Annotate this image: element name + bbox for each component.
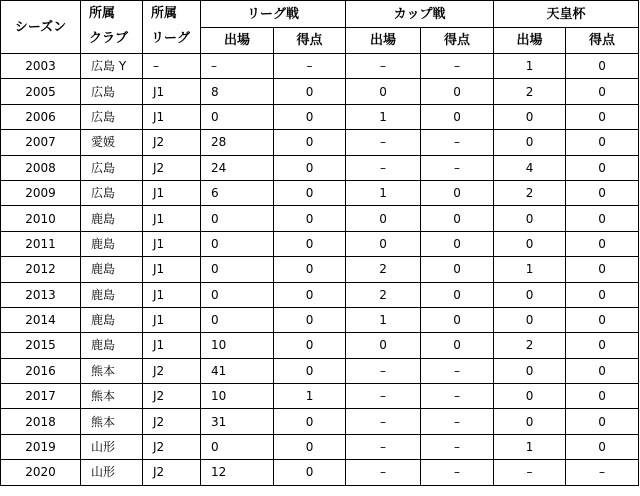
season-cell: 2011: [1, 231, 81, 256]
cup-apps-cell: 0: [346, 206, 421, 231]
table-row: [1, 231, 639, 256]
emperor-apps-cell: 1: [494, 54, 566, 79]
league-apps-header: 出場: [201, 28, 274, 54]
league-cell: J2: [143, 130, 201, 155]
league-goals-cell: 0: [274, 460, 346, 485]
emperor-goals-cell: 0: [566, 130, 639, 155]
table-row: [1, 54, 639, 79]
league-goals-header: 得点: [274, 28, 346, 54]
league-apps-cell: 0: [201, 307, 274, 332]
season-cell: 2013: [1, 282, 81, 307]
emperor-apps-cell: 1: [494, 434, 566, 459]
league-header: [143, 1, 201, 54]
league-apps-cell: 12: [201, 460, 274, 485]
cup-apps-cell: 0: [346, 333, 421, 358]
league-cell: J1: [143, 333, 201, 358]
league-match-header: リーグ戦: [201, 1, 346, 28]
league-goals-cell: 0: [274, 180, 346, 205]
season-header: シーズン: [1, 1, 81, 54]
season-cell: 2006: [1, 104, 81, 129]
season-cell: 2010: [1, 206, 81, 231]
table-header: [1, 1, 639, 54]
cup-apps-cell: –: [346, 358, 421, 383]
emperor-goals-cell: 0: [566, 257, 639, 282]
league-apps-cell: 41: [201, 358, 274, 383]
league-goals-cell: 0: [274, 79, 346, 104]
emperor-goals-cell: 0: [566, 409, 639, 434]
league-goals-cell: 0: [274, 257, 346, 282]
cup-goals-cell: –: [421, 434, 494, 459]
league-cell: J1: [143, 307, 201, 332]
league-goals-cell: 0: [274, 358, 346, 383]
emperor-apps-cell: 0: [494, 358, 566, 383]
table-row: [1, 104, 639, 129]
emperor-goals-cell: 0: [566, 333, 639, 358]
club-cell: 鹿島: [81, 257, 143, 282]
club-header-top: 所属: [89, 6, 116, 22]
league-cell: –: [143, 54, 201, 79]
emperor-apps-cell: 4: [494, 155, 566, 180]
club-cell: 鹿島: [81, 307, 143, 332]
table-row: [1, 206, 639, 231]
season-cell: 2019: [1, 434, 81, 459]
cup-apps-cell: –: [346, 460, 421, 485]
emperor-apps-cell: 2: [494, 79, 566, 104]
league-cell: J1: [143, 257, 201, 282]
league-goals-cell: 0: [274, 307, 346, 332]
league-cell: J2: [143, 434, 201, 459]
emperor-apps-header: 出場: [494, 28, 566, 54]
emperor-apps-cell: 2: [494, 180, 566, 205]
club-cell: 愛媛: [81, 130, 143, 155]
league-goals-cell: 0: [274, 231, 346, 256]
club-cell: 広島: [81, 155, 143, 180]
cup-goals-cell: 0: [421, 79, 494, 104]
club-cell: 熊本: [81, 384, 143, 409]
league-apps-cell: 0: [201, 282, 274, 307]
emperor-goals-cell: 0: [566, 79, 639, 104]
table-row: [1, 257, 639, 282]
emperor-goals-cell: 0: [566, 358, 639, 383]
emperor-apps-cell: –: [494, 460, 566, 485]
league-goals-cell: 0: [274, 130, 346, 155]
league-apps-cell: 0: [201, 257, 274, 282]
season-cell: 2009: [1, 180, 81, 205]
emperor-cup-header: 天皇杯: [494, 1, 639, 28]
cup-goals-cell: 0: [421, 104, 494, 129]
emperor-apps-cell: 0: [494, 231, 566, 256]
emperor-goals-cell: 0: [566, 434, 639, 459]
emperor-apps-cell: 0: [494, 282, 566, 307]
cup-apps-cell: –: [346, 54, 421, 79]
cup-goals-cell: –: [421, 130, 494, 155]
season-cell: 2012: [1, 257, 81, 282]
league-header-top: 所属: [151, 6, 178, 22]
league-cell: J1: [143, 231, 201, 256]
cup-goals-cell: –: [421, 155, 494, 180]
league-goals-cell: 0: [274, 104, 346, 129]
league-apps-cell: –: [201, 54, 274, 79]
table-row: [1, 384, 639, 409]
cup-goals-cell: 0: [421, 231, 494, 256]
cup-goals-header: 得点: [421, 28, 494, 54]
club-cell: 鹿島: [81, 333, 143, 358]
cup-apps-cell: 1: [346, 104, 421, 129]
league-goals-cell: 0: [274, 333, 346, 358]
emperor-goals-cell: 0: [566, 180, 639, 205]
table-row: [1, 130, 639, 155]
cup-goals-cell: 0: [421, 307, 494, 332]
cup-goals-cell: 0: [421, 257, 494, 282]
cup-apps-cell: –: [346, 130, 421, 155]
cup-apps-cell: –: [346, 434, 421, 459]
table-body: [1, 54, 639, 486]
club-cell: 広島: [81, 79, 143, 104]
season-cell: 2018: [1, 409, 81, 434]
league-cell: J1: [143, 79, 201, 104]
cup-apps-cell: –: [346, 409, 421, 434]
league-apps-cell: 6: [201, 180, 274, 205]
emperor-apps-cell: 0: [494, 206, 566, 231]
league-apps-cell: 24: [201, 155, 274, 180]
league-cell: J1: [143, 180, 201, 205]
cup-apps-cell: 2: [346, 282, 421, 307]
cup-apps-cell: –: [346, 155, 421, 180]
season-cell: 2015: [1, 333, 81, 358]
league-apps-cell: 0: [201, 104, 274, 129]
league-cell: J2: [143, 409, 201, 434]
table-row: [1, 155, 639, 180]
club-cell: 広島 Y: [81, 54, 143, 79]
cup-apps-cell: –: [346, 384, 421, 409]
club-cell: 山形: [81, 434, 143, 459]
table-row: [1, 434, 639, 459]
league-cell: J1: [143, 206, 201, 231]
cup-goals-cell: 0: [421, 206, 494, 231]
league-cell: J2: [143, 460, 201, 485]
table-row: [1, 358, 639, 383]
league-goals-cell: 0: [274, 282, 346, 307]
cup-goals-cell: –: [421, 409, 494, 434]
club-cell: 鹿島: [81, 206, 143, 231]
season-cell: 2014: [1, 307, 81, 332]
emperor-apps-cell: 0: [494, 104, 566, 129]
emperor-goals-cell: 0: [566, 282, 639, 307]
cup-goals-cell: –: [421, 460, 494, 485]
table-row: [1, 333, 639, 358]
season-cell: 2017: [1, 384, 81, 409]
cup-goals-cell: 0: [421, 180, 494, 205]
league-goals-cell: –: [274, 54, 346, 79]
cup-apps-cell: 2: [346, 257, 421, 282]
season-cell: 2008: [1, 155, 81, 180]
league-apps-cell: 10: [201, 384, 274, 409]
emperor-apps-cell: 0: [494, 409, 566, 434]
emperor-goals-cell: 0: [566, 206, 639, 231]
table-row: [1, 180, 639, 205]
league-header-bottom: リーグ: [151, 31, 191, 46]
table-row: [1, 79, 639, 104]
cup-apps-header: 出場: [346, 28, 421, 54]
emperor-goals-cell: 0: [566, 231, 639, 256]
league-cell: J2: [143, 384, 201, 409]
league-goals-cell: 0: [274, 434, 346, 459]
club-header: [81, 1, 143, 54]
emperor-goals-cell: –: [566, 460, 639, 485]
club-cell: 熊本: [81, 409, 143, 434]
emperor-goals-cell: 0: [566, 155, 639, 180]
league-apps-cell: 8: [201, 79, 274, 104]
league-apps-cell: 0: [201, 206, 274, 231]
league-cell: J1: [143, 282, 201, 307]
league-apps-cell: 10: [201, 333, 274, 358]
league-apps-cell: 28: [201, 130, 274, 155]
league-cell: J1: [143, 104, 201, 129]
season-cell: 2005: [1, 79, 81, 104]
club-cell: 広島: [81, 180, 143, 205]
cup-apps-cell: 1: [346, 180, 421, 205]
table-row: [1, 409, 639, 434]
cup-apps-cell: 1: [346, 307, 421, 332]
table-row: [1, 460, 639, 485]
emperor-apps-cell: 0: [494, 307, 566, 332]
emperor-goals-cell: 0: [566, 307, 639, 332]
season-cell: 2007: [1, 130, 81, 155]
cup-apps-cell: 0: [346, 79, 421, 104]
table-row: [1, 282, 639, 307]
league-goals-cell: 0: [274, 155, 346, 180]
club-header-bottom: クラブ: [89, 31, 129, 46]
league-goals-cell: 1: [274, 384, 346, 409]
emperor-apps-cell: 2: [494, 333, 566, 358]
emperor-goals-cell: 0: [566, 104, 639, 129]
cup-apps-cell: 0: [346, 231, 421, 256]
emperor-apps-cell: 0: [494, 130, 566, 155]
table-row: [1, 307, 639, 332]
league-cell: J2: [143, 358, 201, 383]
league-apps-cell: 0: [201, 434, 274, 459]
emperor-apps-cell: 1: [494, 257, 566, 282]
league-goals-cell: 0: [274, 409, 346, 434]
emperor-goals-header: 得点: [566, 28, 639, 54]
league-apps-cell: 31: [201, 409, 274, 434]
emperor-goals-cell: 0: [566, 384, 639, 409]
league-goals-cell: 0: [274, 206, 346, 231]
cup-goals-cell: –: [421, 54, 494, 79]
club-cell: 鹿島: [81, 282, 143, 307]
cup-match-header: カップ戦: [346, 1, 494, 28]
emperor-apps-cell: 0: [494, 384, 566, 409]
club-cell: 鹿島: [81, 231, 143, 256]
club-cell: 広島: [81, 104, 143, 129]
season-cell: 2016: [1, 358, 81, 383]
league-apps-cell: 0: [201, 231, 274, 256]
season-cell: 2003: [1, 54, 81, 79]
emperor-goals-cell: 0: [566, 54, 639, 79]
league-cell: J2: [143, 155, 201, 180]
season-cell: 2020: [1, 460, 81, 485]
club-cell: 熊本: [81, 358, 143, 383]
cup-goals-cell: –: [421, 358, 494, 383]
cup-goals-cell: 0: [421, 333, 494, 358]
cup-goals-cell: 0: [421, 282, 494, 307]
cup-goals-cell: –: [421, 384, 494, 409]
club-cell: 山形: [81, 460, 143, 485]
